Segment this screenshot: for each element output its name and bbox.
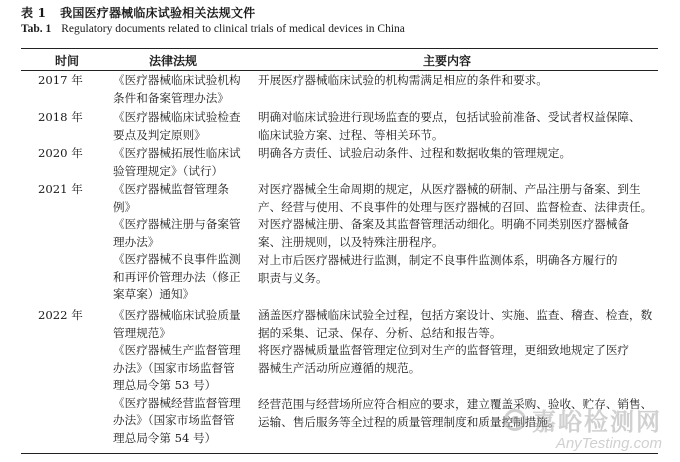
law-line: 和再评价管理办法（修正 [113, 269, 241, 284]
law-line: 案草案）通知》 [113, 287, 195, 301]
row-2020-law [113, 145, 241, 180]
law-line: 例》 [113, 199, 137, 214]
row-2017-content [258, 72, 548, 90]
content-line: 器械生产活动所应遵循的规范。 [258, 360, 421, 375]
row-2022-content [258, 307, 652, 431]
law-line: 验管理规定》（试行） [113, 163, 224, 178]
header-law: 法律法规 [149, 54, 198, 68]
content-line: 对上市后医疗器械进行监测，制定不良事件监测体系，明确各方履行的 [258, 253, 618, 267]
law-line: 《医疗器械经营监督管理 [113, 395, 241, 410]
content-line: 对医疗器械全生命周期的规定，从医疗器械的研制、产品注册与备案、到生 [258, 182, 641, 196]
law-line: 《医疗器械临床试验机构 [113, 73, 241, 87]
law-line: 《医疗器械不良事件监测 [113, 252, 241, 266]
row-2021-law [113, 181, 241, 304]
row-2018-content [258, 109, 641, 144]
table-header-rule [21, 70, 658, 71]
content-line: 职责与义务。 [258, 270, 328, 285]
table-bottom-rule [21, 453, 658, 454]
content-line: 将医疗器械质量监督管理定位到对生产的监督管理，更细致地规定了医疗 [258, 343, 630, 357]
table-caption-zh [21, 4, 255, 21]
law-line: 《医疗器械注册与备案管 [113, 217, 241, 231]
content-line: 临床试验方案、过程、等相关环节。 [258, 127, 444, 142]
row-2020-year: 2020 年 [38, 146, 83, 160]
row-2018-year: 2018 年 [38, 110, 83, 124]
row-2022-law [113, 307, 241, 447]
row-2017-year: 2017 年 [38, 73, 83, 87]
law-line: 理总局令第 53 号） [113, 378, 217, 392]
content-line: 涵盖医疗器械临床试验全过程，包括方案设计、实施、监查、稽查、检查，数 [258, 308, 653, 322]
table-caption-en [21, 23, 405, 35]
content-line: 对医疗器械注册、备案及其监督管理活动细化。明确不同类别医疗器械备 [258, 217, 630, 231]
table-top-rule [21, 48, 658, 49]
content-line: 开展医疗器械临床试验的机构需满足相应的条件和要求。 [258, 73, 548, 87]
law-line: 《医疗器械生产监督管理 [113, 343, 241, 357]
caption-zh-label: 表 1 [21, 6, 47, 20]
header-time: 时间 [55, 54, 80, 68]
row-2018-law [113, 109, 241, 144]
watermark-zh-text: 嘉峪检测网 [532, 408, 662, 436]
row-2022-year: 2022 年 [38, 308, 83, 322]
law-line: 理办法》 [113, 234, 160, 249]
law-line: 理总局令第 54 号） [113, 430, 217, 445]
header-content: 主要内容 [423, 54, 472, 68]
content-line: 经营范围与经营场所应符合相应的要求，建立覆盖采购、验收、贮存、销售、 [258, 397, 653, 411]
row-2020-content [258, 145, 571, 163]
row-2021-year: 2021 年 [38, 182, 83, 196]
law-line: 管理规范》 [113, 325, 171, 340]
law-line: 《医疗器械监督管理条 [113, 182, 229, 196]
row-2021-content [258, 181, 652, 287]
law-line: 要点及判定原则》 [113, 127, 206, 142]
law-line: 《医疗器械临床试验检查 [113, 110, 241, 124]
content-line: 运输、售后服务等全过程的质量管理制度和质量控制措施。 [258, 414, 560, 429]
content-line: 明确对临床试验进行现场监查的要点，包括试验前准备、受试者权益保障、 [258, 110, 641, 124]
content-line: 产、经营与使用、不良事件的处理与医疗器械的召回、监督检查、法律责任。 [258, 199, 653, 214]
caption-zh-title: 我国医疗器械临床试验相关法规文件 [60, 6, 256, 20]
content-line: 案、注册规则，以及特殊注册程序。 [258, 234, 444, 249]
watermark-en: AnyTesting.com [555, 435, 662, 452]
content-line: 据的采集、记录、保存、分析、总结和报告等。 [258, 325, 502, 340]
law-line: 办法》（国家市场监督管 [113, 413, 235, 427]
row-2017-law [113, 72, 241, 107]
law-line: 《医疗器械拓展性临床试 [113, 146, 241, 160]
law-line: 《医疗器械临床试验质量 [113, 308, 241, 322]
law-line: 条件和备案管理办法》 [113, 90, 229, 105]
law-line: 办法》（国家市场监督管 [113, 360, 235, 375]
caption-en-label: Tab. 1 [21, 23, 52, 35]
caption-en-title: Regulatory documents related to clinical trials of medical devices in China [61, 23, 405, 35]
content-line: 明确各方责任、试验启动条件、过程和数据收集的管理规定。 [258, 146, 572, 160]
